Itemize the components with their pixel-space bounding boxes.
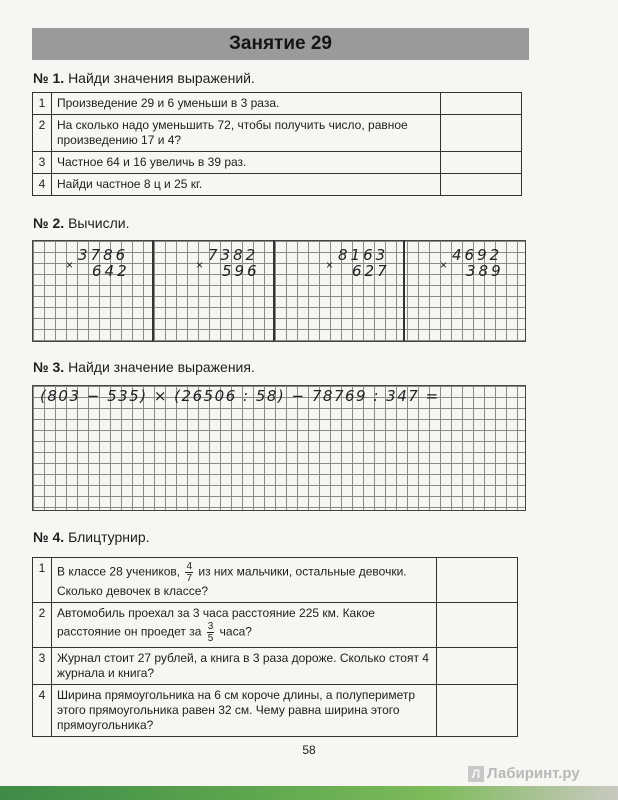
answer-cell[interactable] [437, 648, 518, 685]
table-row [33, 648, 518, 685]
task2-number: № 2. [33, 215, 65, 231]
table-row [33, 558, 518, 603]
problem1-top: 3786 [78, 246, 129, 264]
row-number: 2 [33, 603, 52, 648]
table-row [33, 93, 522, 115]
multiply-sign: × [196, 258, 204, 272]
task3-number: № 3. [33, 359, 65, 375]
row-text-part: из них мальчики, остальные девочки. Сколько девочек в классе? [57, 564, 407, 598]
row-number: 1 [33, 558, 52, 603]
task1-title: Найди значения выражений. [68, 70, 255, 86]
problem4-bottom: 389 [466, 262, 504, 280]
task4-table [32, 557, 518, 737]
table-row [33, 115, 522, 152]
row-number: 1 [33, 93, 52, 115]
row-number: 4 [33, 685, 52, 737]
fraction-numerator: 3 [207, 621, 214, 632]
watermark-logo-icon: Л [468, 766, 484, 782]
problem3-top: 8163 [338, 246, 389, 264]
task4-heading [33, 529, 150, 545]
row-text: Частное 64 и 16 увеличь в 39 раз. [52, 152, 441, 174]
task1-heading [33, 70, 255, 86]
table-row [33, 174, 522, 196]
problem1-bottom: 642 [92, 262, 130, 280]
row-text: Произведение 29 и 6 уменьши в 3 раза. [52, 93, 441, 115]
task2-heading [33, 215, 129, 231]
task1-number: № 1. [33, 70, 65, 86]
page-number: 58 [302, 743, 316, 757]
row-text [52, 558, 437, 603]
row-text: Ширина прямоугольника на 6 см короче длины, а полупериметр этого прямоугольника равен 32 см. Чему равна ширина этого прямоугольника? [52, 685, 437, 737]
row-text: Журнал стоит 27 рублей, а книга в 3 раза дороже. Сколько стоят 4 журнала и книга? [52, 648, 437, 685]
fraction [185, 561, 193, 584]
row-text: На сколько надо уменьшить 72, чтобы получить число, равное произведению 17 и 4? [52, 115, 441, 152]
fraction-denominator: 5 [207, 633, 214, 644]
table-row [33, 152, 522, 174]
task4-number: № 4. [33, 529, 65, 545]
lesson-banner [32, 28, 529, 60]
row-number: 4 [33, 174, 52, 196]
fraction-numerator: 4 [186, 561, 193, 572]
column-divider [403, 240, 405, 341]
watermark [468, 765, 580, 782]
cover-edge [0, 786, 618, 800]
row-number: 3 [33, 648, 52, 685]
answer-cell[interactable] [437, 603, 518, 648]
row-text-part: В классе 28 учеников, [57, 564, 181, 579]
column-divider [152, 240, 154, 341]
answer-cell[interactable] [437, 685, 518, 737]
table-row [33, 685, 518, 737]
task3-expression: (803 − 535) × (26506 : 58) − 78769 : 347 = [40, 387, 440, 405]
table-row [33, 603, 518, 648]
row-text-part: Автомобиль проехал за 3 часа расстояние 225 км. Какое расстояние он проедет за [57, 606, 375, 639]
lesson-title: Занятие 29 [229, 33, 332, 54]
task2-title: Вычисли. [68, 215, 130, 231]
multiply-sign: × [326, 258, 334, 272]
column-divider [273, 240, 275, 341]
row-number: 2 [33, 115, 52, 152]
problem2-bottom: 596 [222, 262, 260, 280]
problem3-bottom: 627 [352, 262, 390, 280]
task1-table [32, 92, 522, 196]
answer-cell[interactable] [441, 152, 522, 174]
answer-cell[interactable] [441, 115, 522, 152]
problem2-top: 7382 [208, 246, 259, 264]
row-number: 3 [33, 152, 52, 174]
task3-heading [33, 359, 255, 375]
task4-title: Блицтурнир. [68, 529, 150, 545]
answer-cell[interactable] [441, 174, 522, 196]
row-text [52, 603, 437, 648]
multiply-sign: × [66, 258, 74, 272]
row-text-part: часа? [219, 624, 252, 639]
row-text: Найди частное 8 ц и 25 кг. [52, 174, 441, 196]
fraction [207, 621, 215, 644]
watermark-text: Лабиринт.ру [487, 765, 580, 782]
problem4-top: 4692 [452, 246, 503, 264]
answer-cell[interactable] [441, 93, 522, 115]
fraction-denominator: 7 [186, 573, 193, 584]
answer-cell[interactable] [437, 558, 518, 603]
task3-title: Найди значение выражения. [68, 359, 255, 375]
multiply-sign: × [440, 258, 448, 272]
